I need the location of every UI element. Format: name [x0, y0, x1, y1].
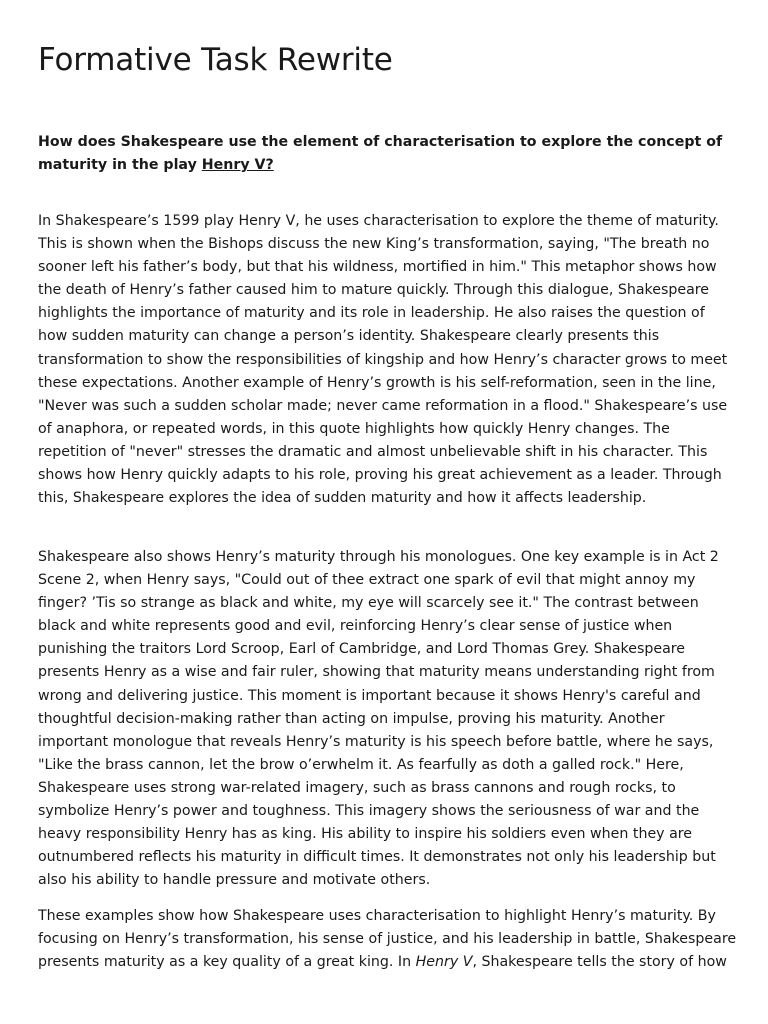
essay-question [38, 131, 730, 177]
paragraph-2: Shakespeare also shows Henry’s maturity through his monologues. One key example is in Act 2 Scene 2, when Henry says, "Could out of thee extract one spark of evil that might annoy my finger? ’Tis so strange as black and white, my eye will scarcely see it." The contrast between black and white represents good and evil, reinforcing Henry’s clear sense of justice when punishing the traitors Lord Scroop, Earl of Cambridge, and Lord Thomas Grey. Shakespeare presents Henry as a wise and fair ruler, showing that maturity means understanding right from wrong and delivering justice. This moment is important because it shows Henry's careful and thoughtful decision-making rather than acting on impulse, proving his maturity. Another important monologue that reveals Henry’s maturity is his speech before battle, where he says, "Like the brass cannon, let the brow o’erwhelm it. As fearfully as doth a galled rock." Here, Shakespeare uses strong war-related imagery, such as brass cannons and rough rocks, to symbolize Henry’s power and toughness. This imagery shows the seriousness of war and the heavy responsibility Henry has as king. His ability to inspire his soldiers even when they are outnumbered reflects his maturity in difficult times. It demonstrates not only his leadership but also his ability to handle pressure and motivate others. [38, 549, 719, 889]
page-title: Formative Task Rewrite [38, 42, 393, 78]
paragraph-3-start: These examples show how Shakespeare uses characterisation to highlight Henry’s maturity. By focusing on Henry’s transformation, his sense of justice, and his leadership in battle, Shakespeare presents maturity as a key quality of a great king. In [38, 908, 737, 971]
question-play-title: Henry V? [201, 157, 274, 173]
question-text: How does Shakespeare use the element of characterisation to explore the concept of maturity in the play [38, 134, 723, 173]
paragraph-3 [38, 905, 738, 974]
paragraph-1: In Shakespeare’s 1599 play Henry V, he uses characterisation to explore the theme of maturity. This is shown when the Bishops discuss the new King’s transformation, saying, "The breath no sooner left his father’s body, but that his wildness, mortified in him." This metaphor shows how the death of Henry’s father caused him to mature quickly. Through this dialogue, Shakespeare highlights the importance of maturity and its role in leadership. He also raises the question of how sudden maturity can change a person’s identity. Shakespeare clearly presents this transformation to show the responsibilities of kingship and how Henry’s character grows to meet these expectations. Another example of Henry’s growth is his self-reformation, seen in the line, "Never was such a sudden scholar made; never came reformation in a flood." Shakespeare’s use of anaphora, or repeated words, in this quote highlights how quickly Henry changes. The repetition of "never" stresses the dramatic and almost unbelievable shift in his character. This shows how Henry quickly adapts to his role, proving his great achievement as a leader. Through this, Shakespeare explores the idea of sudden maturity and how it affects leadership. [38, 213, 728, 507]
paragraph-3-end: , Shakespeare tells the story of how [472, 954, 727, 971]
paragraph-3-play-title: Henry V [415, 954, 473, 971]
